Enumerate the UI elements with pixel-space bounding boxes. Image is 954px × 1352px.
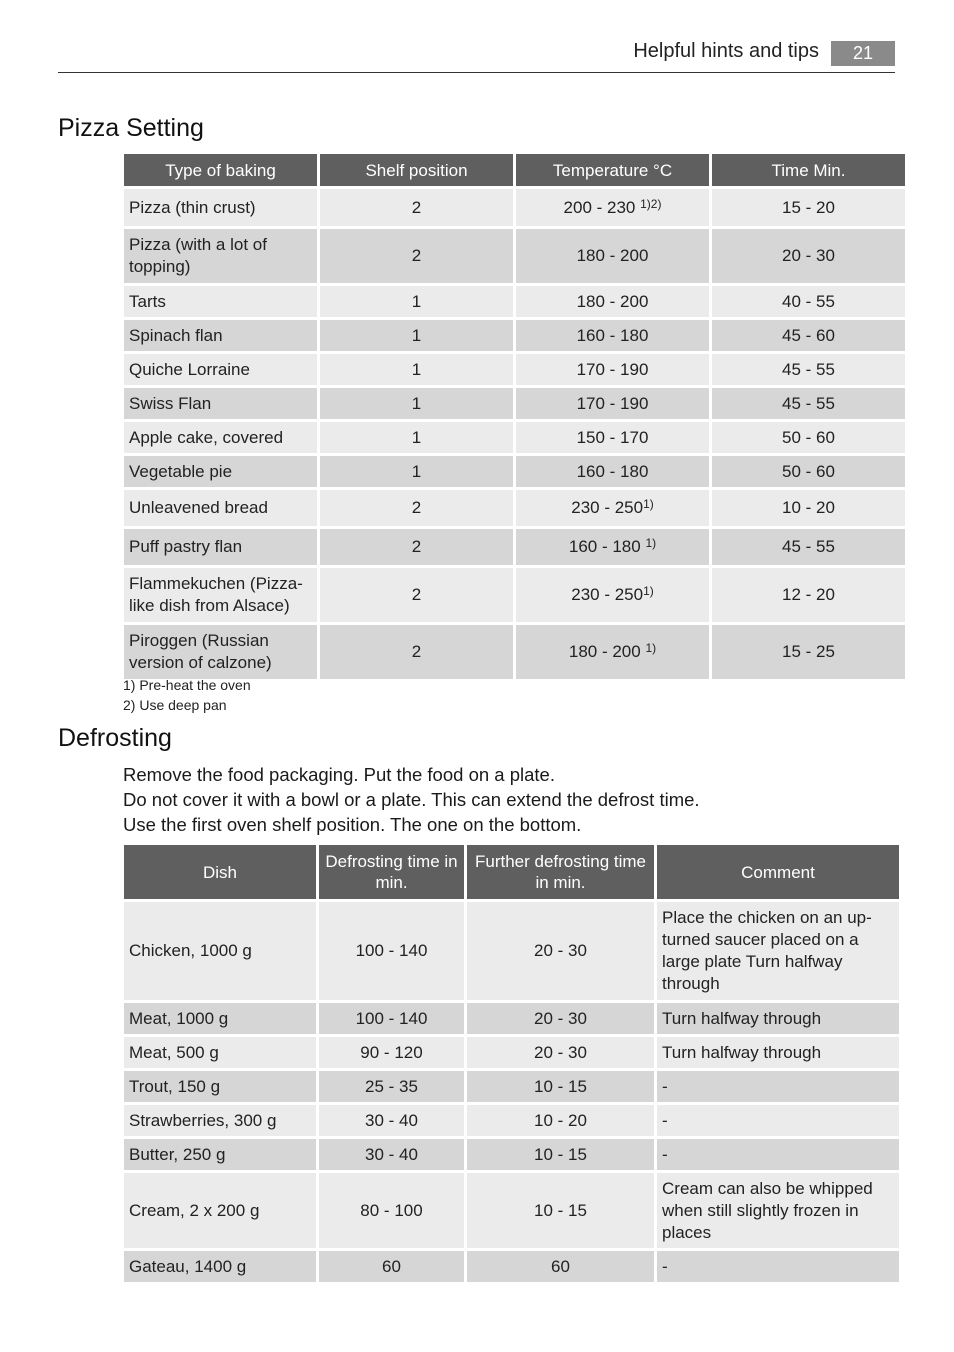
time-cell: 50 - 60 [712,456,905,487]
comment-cell: Turn halfway through [657,1003,899,1034]
type-cell: Unleavened bread [124,490,317,526]
further-time-cell: 10 - 15 [467,1071,654,1102]
time-cell: 45 - 55 [712,388,905,419]
defrost-col-dish: Dish [124,845,316,899]
temp-value: 200 - 230 [563,197,641,217]
footnote-ref: 1) [645,641,657,655]
temp-cell [516,529,709,565]
temp-value: 160 - 180 [576,461,649,481]
comment-cell: Place the chicken on an up-turned saucer placed on a large plate Turn halfway through [657,902,899,1000]
temp-cell [516,286,709,317]
comment-cell: - [657,1251,899,1282]
dish-cell: Chicken, 1000 g [124,902,316,1000]
defrost-time-cell: 90 - 120 [319,1037,464,1068]
defrost-intro [123,762,700,837]
shelf-cell: 2 [320,529,513,565]
type-cell: Piroggen (Russian version of calzone) [124,625,317,679]
table-row [124,456,905,487]
defrost-col-comment: Comment [657,845,899,899]
shelf-cell: 1 [320,456,513,487]
intro-line: Do not cover it with a bowl or a plate. This can extend the defrost time. [123,789,700,810]
temp-value: 230 - 250 [571,585,644,604]
table-row [124,529,905,565]
dish-cell: Strawberries, 300 g [124,1105,316,1136]
defrost-col-further: Further defrosting time in min. [467,845,654,899]
temp-value: 170 - 190 [576,393,649,413]
time-cell: 12 - 20 [712,568,905,622]
table-row [124,625,905,679]
time-cell: 10 - 20 [712,490,905,526]
temp-value: 150 - 170 [576,427,649,447]
temp-value: 180 - 200 [576,246,649,265]
temp-cell [516,320,709,351]
temp-cell [516,354,709,385]
dish-cell: Cream, 2 x 200 g [124,1173,316,1248]
temp-cell [516,422,709,453]
table-row [124,422,905,453]
shelf-cell: 1 [320,422,513,453]
defrost-col-time: Defrosting time in min. [319,845,464,899]
page-number: 21 [831,41,895,66]
dish-cell: Meat, 500 g [124,1037,316,1068]
further-time-cell: 10 - 15 [467,1139,654,1170]
temp-value: 160 - 180 [568,537,646,556]
table-row [124,902,899,1000]
time-cell: 20 - 30 [712,229,905,283]
comment-cell: - [657,1105,899,1136]
shelf-cell: 1 [320,320,513,351]
table-row [124,1105,899,1136]
further-time-cell: 20 - 30 [467,1003,654,1034]
time-cell: 15 - 25 [712,625,905,679]
pizza-col-temp: Temperature °C [516,154,709,186]
pizza-col-shelf: Shelf position [320,154,513,186]
type-cell: Vegetable pie [124,456,317,487]
dish-cell: Gateau, 1400 g [124,1251,316,1282]
defrost-table [121,842,902,1285]
table-row [124,320,905,351]
dish-cell: Butter, 250 g [124,1139,316,1170]
intro-line: Remove the food packaging. Put the food on a plate. [123,764,555,785]
comment-cell: - [657,1139,899,1170]
time-cell: 15 - 20 [712,189,905,226]
type-cell: Quiche Lorraine [124,354,317,385]
pizza-footnotes [123,675,251,715]
comment-cell: Turn halfway through [657,1037,899,1068]
table-row [124,1071,899,1102]
type-cell: Swiss Flan [124,388,317,419]
pizza-table [121,151,908,682]
temp-cell [516,388,709,419]
table-row [124,1251,899,1282]
comment-cell: Cream can also be whipped when still slightly frozen in places [657,1173,899,1248]
type-cell: Pizza (thin crust) [124,189,317,226]
further-time-cell: 60 [467,1251,654,1282]
footnote-ref: 1) [643,497,654,511]
temp-cell [516,456,709,487]
dish-cell: Trout, 150 g [124,1071,316,1102]
further-time-cell: 20 - 30 [467,902,654,1000]
time-cell: 45 - 55 [712,354,905,385]
temp-value: 230 - 250 [571,498,644,517]
further-time-cell: 20 - 30 [467,1037,654,1068]
table-row [124,286,905,317]
further-time-cell: 10 - 15 [467,1173,654,1248]
temp-value: 160 - 180 [576,325,649,345]
temp-cell [516,568,709,622]
pizza-col-type: Type of baking [124,154,317,186]
comment-cell: - [657,1071,899,1102]
shelf-cell: 2 [320,189,513,226]
shelf-cell: 2 [320,625,513,679]
table-row [124,1037,899,1068]
defrost-time-cell: 25 - 35 [319,1071,464,1102]
type-cell: Tarts [124,286,317,317]
temp-cell [516,625,709,679]
temp-cell [516,229,709,283]
table-row [124,354,905,385]
temp-value: 170 - 190 [576,359,649,379]
time-cell: 45 - 55 [712,529,905,565]
defrost-heading: Defrosting [58,724,172,752]
table-row [124,490,905,526]
temp-cell [516,189,709,226]
shelf-cell: 1 [320,354,513,385]
footnote: 2) Use deep pan [123,697,227,713]
defrost-time-cell: 60 [319,1251,464,1282]
table-row [124,189,905,226]
table-row [124,1003,899,1034]
table-row [124,388,905,419]
type-cell: Puff pastry flan [124,529,317,565]
dish-cell: Meat, 1000 g [124,1003,316,1034]
table-row [124,1139,899,1170]
time-cell: 50 - 60 [712,422,905,453]
table-row [124,568,905,622]
type-cell: Apple cake, covered [124,422,317,453]
defrost-time-cell: 30 - 40 [319,1105,464,1136]
shelf-cell: 1 [320,388,513,419]
defrost-time-cell: 30 - 40 [319,1139,464,1170]
defrost-time-cell: 100 - 140 [319,902,464,1000]
intro-line: Use the first oven shelf position. The one on the bottom. [123,814,582,835]
page-header [58,38,895,73]
time-cell: 40 - 55 [712,286,905,317]
time-cell: 45 - 60 [712,320,905,351]
defrost-time-cell: 80 - 100 [319,1173,464,1248]
type-cell: Flammekuchen (Pizza-like dish from Alsace) [124,568,317,622]
footnote-ref: 1)2) [640,196,662,211]
shelf-cell: 1 [320,286,513,317]
pizza-col-time: Time Min. [712,154,905,186]
temp-value: 180 - 200 [568,642,646,661]
shelf-cell: 2 [320,568,513,622]
footnote: 1) Pre-heat the oven [123,677,251,693]
table-row [124,229,905,283]
defrost-time-cell: 100 - 140 [319,1003,464,1034]
table-row [124,1173,899,1248]
type-cell: Pizza (with a lot of topping) [124,229,317,283]
shelf-cell: 2 [320,490,513,526]
temp-value: 180 - 200 [576,291,649,311]
footnote-ref: 1) [643,584,654,598]
footnote-ref: 1) [645,536,657,550]
further-time-cell: 10 - 20 [467,1105,654,1136]
pizza-heading: Pizza Setting [58,114,204,142]
type-cell: Spinach flan [124,320,317,351]
section-title: Helpful hints and tips [633,40,819,62]
shelf-cell: 2 [320,229,513,283]
temp-cell [516,490,709,526]
